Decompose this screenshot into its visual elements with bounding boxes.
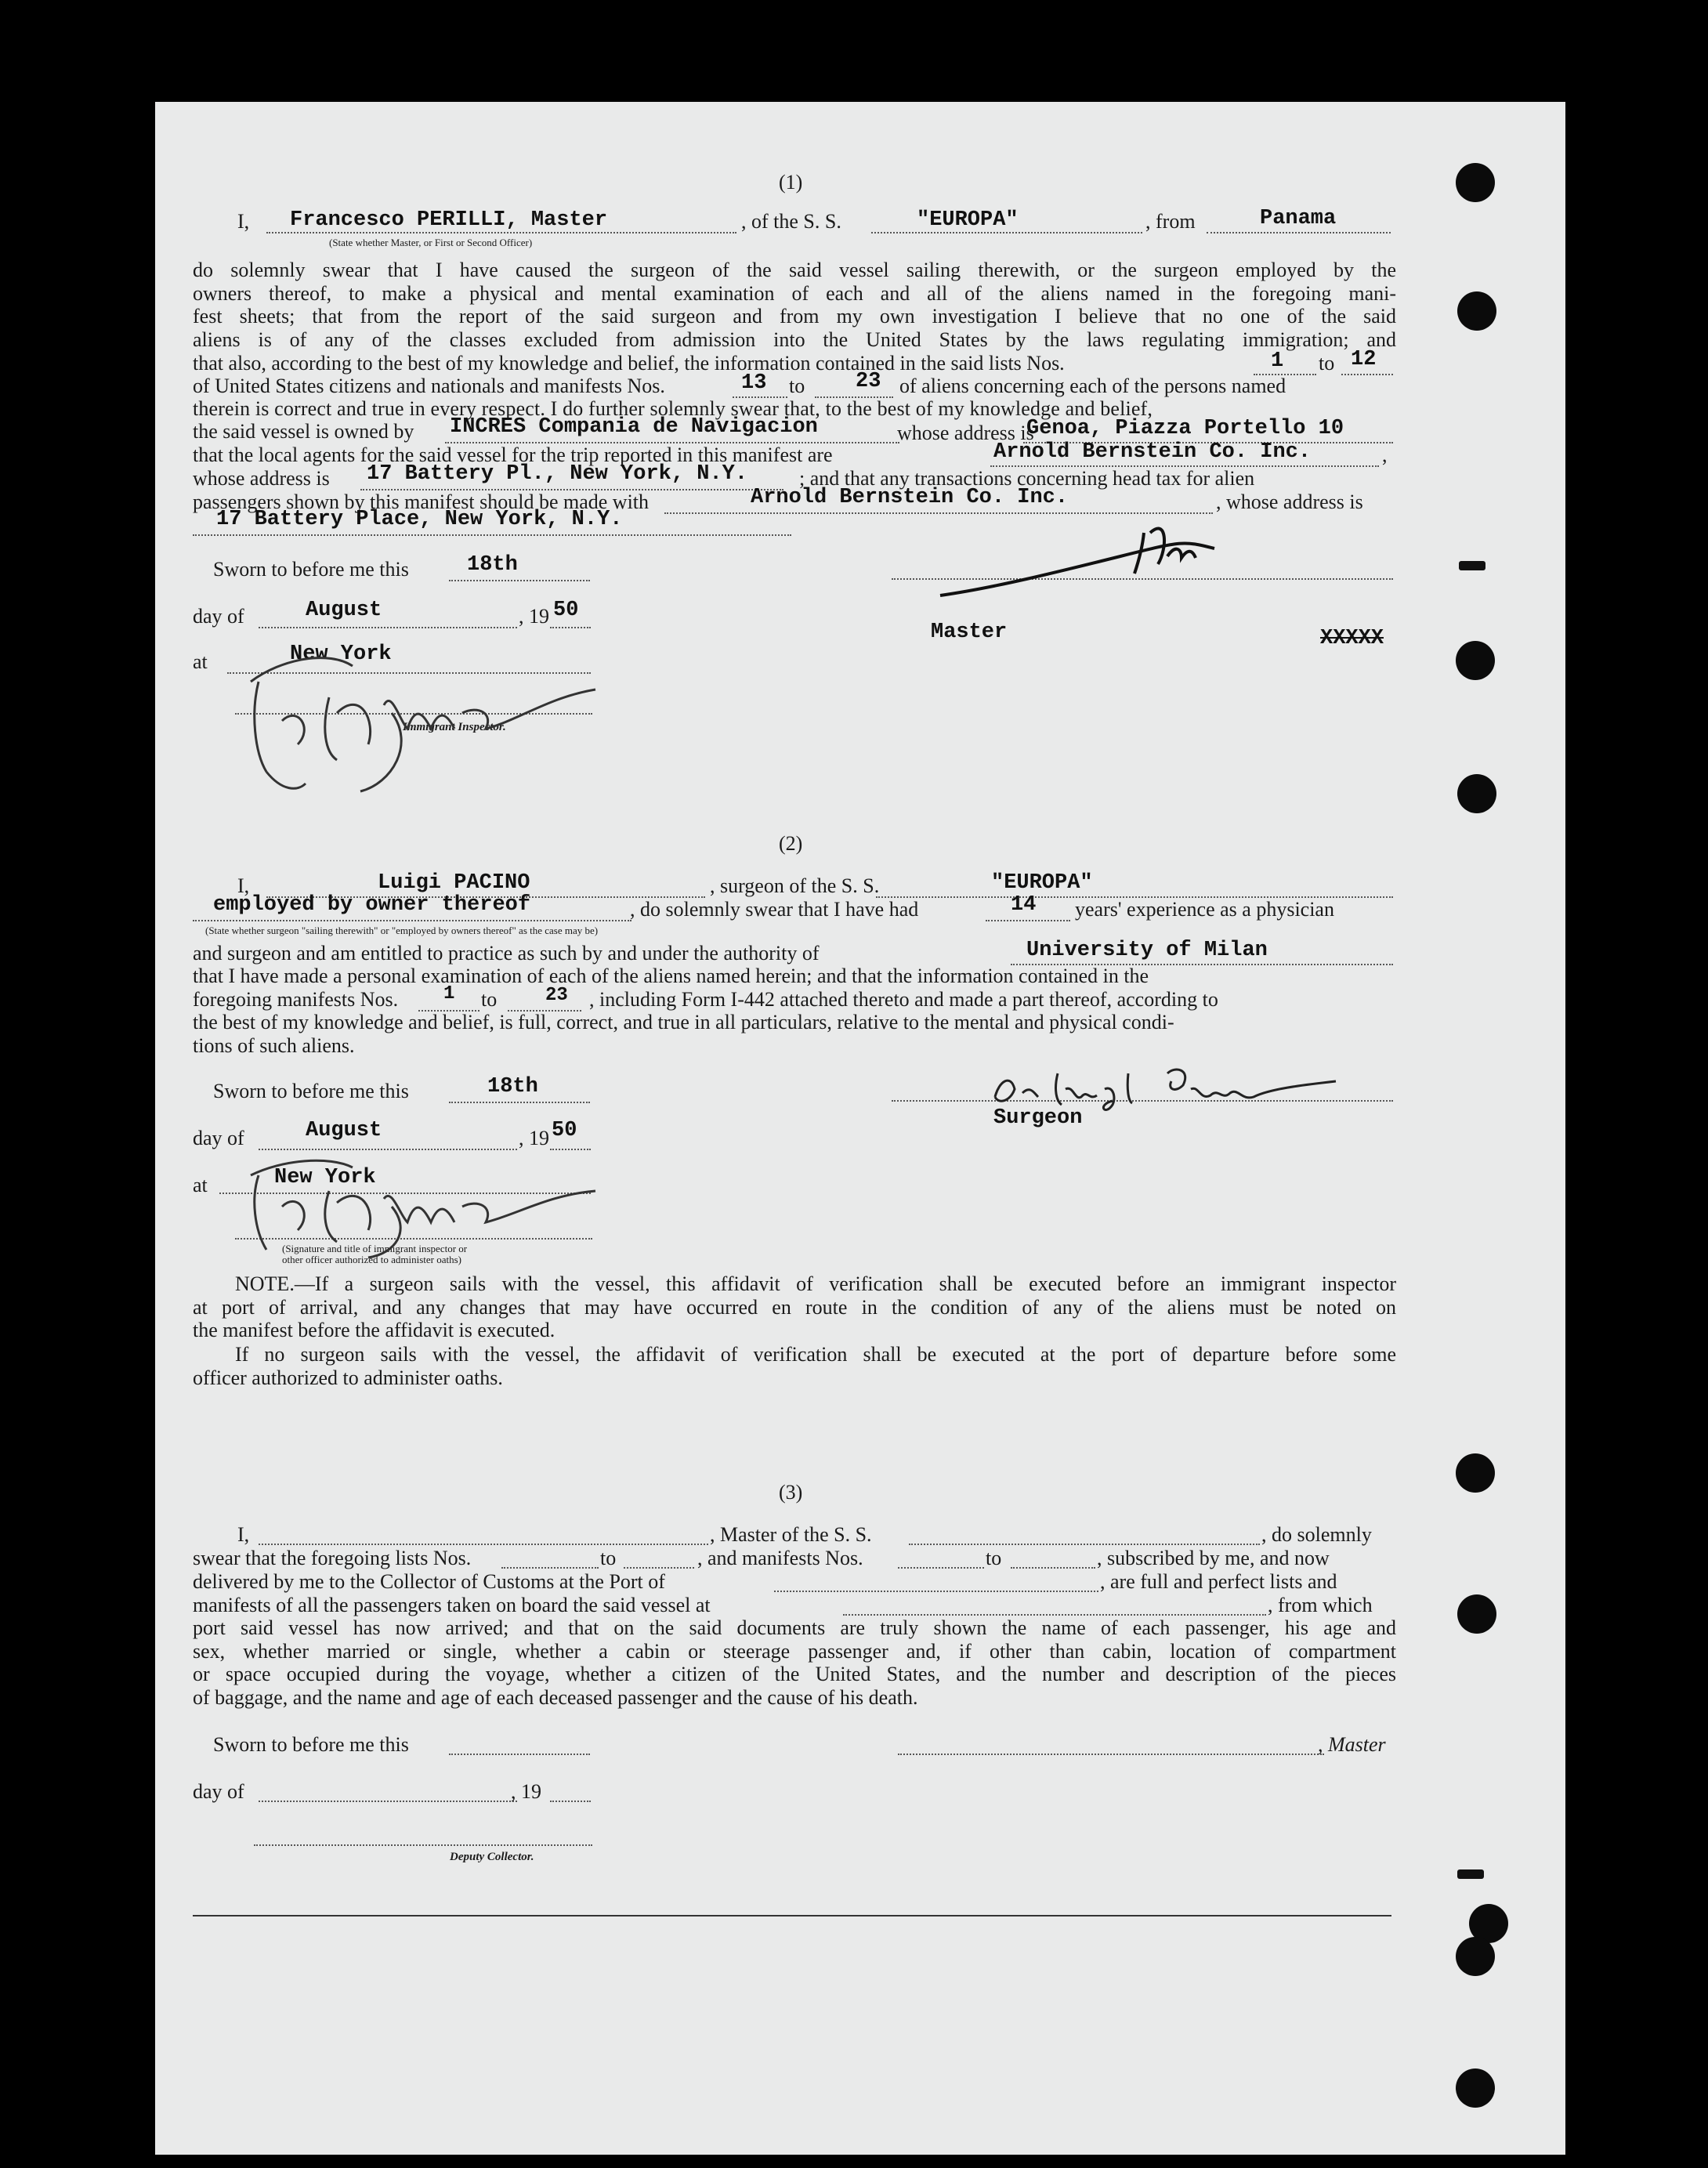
employment-line <box>193 920 631 921</box>
headtax-value: Arnold Bernstein Co. Inc. <box>751 486 1069 509</box>
s3-l2c: , and manifests Nos. <box>697 1547 863 1569</box>
s3-l4b: , from which <box>1268 1594 1373 1616</box>
master-title: Master <box>931 621 1008 644</box>
s3-lists-to-line <box>624 1567 694 1569</box>
year-prefix-1: , 19 <box>519 605 549 628</box>
section-3-line: sex, whether married or single, whether a cabin or steerage passenger and, if other than cabin, location of compartment <box>193 1639 1396 1663</box>
year-value-1: 50 <box>553 599 579 622</box>
bottom-rule <box>193 1915 1391 1916</box>
s2-manifests-from-value: 1 <box>443 983 455 1004</box>
section-1-line: do solemnly swear that I have caused the surgeon of the said vessel sailing therewith, or the surgeon employed by the <box>193 259 1396 281</box>
section-1-line8a: the said vessel is owned by <box>193 420 414 443</box>
from-label: , from <box>1145 210 1196 233</box>
lists-from-value: 1 <box>1271 349 1284 373</box>
month-line-2 <box>259 1149 517 1150</box>
s3-boarding-line <box>843 1614 1266 1616</box>
s3-lists-from-line <box>501 1567 599 1569</box>
section-3-paragraph <box>193 1616 1396 1709</box>
section-1-line9: that the local agents for the said vessel for the trip reported in this manifest are <box>193 443 833 466</box>
section-2-number: (2) <box>779 832 803 855</box>
section-1-i: I, <box>237 210 250 233</box>
place-value-1: New York <box>290 642 392 666</box>
s3-vessel-line <box>909 1544 1260 1545</box>
section-3-line: or space occupied during the voyage, whether a citizen of the United States, and the number and description of the pieces <box>193 1663 1396 1685</box>
punch-hole <box>1456 1453 1495 1493</box>
month-line-1 <box>259 627 517 628</box>
section-3-line: port said vessel has now arrived; and that on the said documents are truly shown the name of each passenger, his age and <box>193 1616 1396 1639</box>
section-1-line: fest sheets; that from the report of the said surgeon and from my own investigation I believe that no one of the said <box>193 305 1396 328</box>
section-2-i: I, <box>237 874 250 897</box>
at-label-2: at <box>193 1174 208 1196</box>
note-line: NOTE.—If a surgeon sails with the vessel, this affidavit of verification shall be executed before an immigrant inspector <box>235 1272 1396 1295</box>
place-value-2: New York <box>274 1166 376 1189</box>
section-2-state-note: (State whether surgeon "sailing therewith" or "employed by owners thereof" as the case may be) <box>205 925 599 936</box>
section-1-state-note: (State whether Master, or First or Second Officer) <box>329 237 533 248</box>
section-1-line10b: ; and that any transactions concerning head tax for alien <box>799 467 1255 490</box>
authority-value: University of Milan <box>1026 939 1268 962</box>
section-1-line6b: of aliens concerning each of the persons named <box>899 375 1286 397</box>
years-value: 14 <box>1011 893 1037 917</box>
s2-to-label: to <box>481 988 498 1011</box>
agents-value: Arnold Bernstein Co. Inc. <box>993 440 1312 464</box>
year-value-2: 50 <box>552 1119 577 1142</box>
master-signature <box>932 501 1261 611</box>
s3-month-line <box>259 1801 517 1802</box>
at-label-1: at <box>193 650 208 673</box>
vessel-value-1: "EUROPA" <box>917 208 1019 232</box>
vessel-value-2: "EUROPA" <box>991 871 1093 895</box>
section-1-paragraph <box>193 259 1396 351</box>
vessel-line-1 <box>871 232 1142 233</box>
from-port-line <box>1207 232 1391 233</box>
section-2-line7: tions of such aliens. <box>193 1034 355 1057</box>
owner-value: INCRES Compania de Navigacion <box>450 415 818 439</box>
sworn-day-line-1 <box>449 580 590 581</box>
sworn-day-value-1: 18th <box>467 553 518 577</box>
surgeon-signature <box>987 1058 1348 1120</box>
sig-caption-line-1: (Signature and title of immigrant inspector or <box>282 1243 468 1254</box>
employment-value: employed by owner thereof <box>213 893 531 917</box>
punch-hole <box>1457 1594 1496 1634</box>
month-value-1: August <box>306 599 382 622</box>
surgeon-name-value: Luigi PACINO <box>378 871 530 895</box>
sig-caption-line-2: other officer authorized to administer oaths) <box>282 1254 461 1265</box>
manifests-from-value: 13 <box>741 371 767 395</box>
section-1-number: (1) <box>779 171 803 194</box>
s3-year-line <box>550 1801 591 1802</box>
section-1-line10a: whose address is <box>193 467 330 490</box>
master-name-line <box>266 232 736 233</box>
punch-hole <box>1457 774 1496 813</box>
s3-l2b: to <box>600 1547 617 1569</box>
lists-to-value: 12 <box>1351 348 1377 371</box>
note-line: the manifest before the affidavit is executed. <box>193 1319 555 1341</box>
s3-l3a: delivered by me to the Collector of Customs at the Port of <box>193 1570 665 1593</box>
punch-hole <box>1456 163 1495 202</box>
s3-l2a: swear that the foregoing lists Nos. <box>193 1547 472 1569</box>
section-1-line5: that also, according to the best of my knowledge and belief, the information contained in the said lists Nos. <box>193 352 1065 375</box>
agents-address-value: 17 Battery Pl., New York, N.Y. <box>367 462 748 486</box>
s3-manifests-from-line <box>898 1567 984 1569</box>
owner-address-value: Genoa, Piazza Portello 10 <box>1026 417 1344 440</box>
s3-l4a: manifests of all the passengers taken on board the said vessel at <box>193 1594 711 1616</box>
inspector-signature-2 <box>235 1160 611 1261</box>
s3-sworn-line <box>449 1754 590 1755</box>
s3-port-line <box>774 1591 1098 1592</box>
s3-l3b: , are full and perfect lists and <box>1100 1570 1337 1593</box>
section-2-line6: the best of my knowledge and belief, is full, correct, and true in all particulars, relative to the mental and physical condi- <box>193 1011 1174 1033</box>
inspector-signature-1 <box>235 635 611 799</box>
headtax-address-value: 17 Battery Place, New York, N.Y. <box>216 508 623 531</box>
section-1-line: owners thereof, to make a physical and mental examination of each and all of the aliens named in the foregoing mani- <box>193 281 1396 305</box>
punch-mark <box>1459 561 1485 570</box>
punch-hole <box>1456 2068 1495 2108</box>
punch-hole <box>1457 291 1496 331</box>
agents-comma: , <box>1382 443 1388 466</box>
s3-l2d: to <box>986 1547 1002 1569</box>
inspector-caption-1: Immigrant Inspector. <box>403 721 506 733</box>
section-2-line3: and surgeon and am entitled to practice as such by and under the authority of <box>193 942 820 965</box>
punch-hole <box>1456 1937 1495 1976</box>
s3-l2e: , subscribed by me, and now <box>1097 1547 1330 1569</box>
s3-sworn-label: Sworn to before me this <box>213 1733 409 1756</box>
section-1-line: aliens is of any of the classes excluded from admission into the United States by the laws regulating immigration; and <box>193 328 1396 351</box>
lists-to-line <box>1341 374 1393 375</box>
sworn-label-1: Sworn to before me this <box>213 558 409 581</box>
punch-hole <box>1456 641 1495 680</box>
from-port-value: Panama <box>1260 207 1337 230</box>
section-3-line: of baggage, and the name and age of each deceased passenger and the cause of his death. <box>193 1685 918 1709</box>
manifests-to-value: 23 <box>856 370 881 393</box>
s3-l1b: , Master of the S. S. <box>710 1523 872 1546</box>
s3-master-sig-line <box>898 1754 1324 1755</box>
years-line <box>986 920 1070 921</box>
section-1-line8b: whose address is <box>897 422 1034 444</box>
master-name-value: Francesco PERILLI, Master <box>290 208 608 232</box>
whose-address-label: , whose address is <box>1216 490 1363 513</box>
day-of-label-1: day of <box>193 605 244 628</box>
punch-mark <box>1457 1869 1484 1879</box>
note-line: If no surgeon sails with the vessel, the affidavit of verification shall be executed at the port of departure before some <box>235 1343 1396 1366</box>
section-2-line4: that I have made a personal examination of each of the aliens named herein; and that the information contained in the <box>193 965 1149 987</box>
s3-year-prefix: , 19 <box>511 1780 541 1803</box>
headtax-address-line <box>193 534 791 536</box>
s3-deputy-line <box>254 1844 592 1846</box>
note-paragraph <box>193 1272 1396 1342</box>
s3-l1c: , do solemnly <box>1261 1523 1372 1546</box>
s3-manifests-to-line <box>1011 1567 1095 1569</box>
sworn-label-2: Sworn to before me this <box>213 1080 409 1102</box>
s3-master-label: , Master <box>1318 1733 1386 1756</box>
lists-to-label: to <box>1319 352 1335 375</box>
section-1-line11: passengers shown by this manifest should be made with <box>193 490 650 513</box>
manifests-to-label: to <box>789 375 805 397</box>
s3-master-line <box>259 1544 708 1545</box>
s3-l1a: I, <box>237 1523 250 1546</box>
years-exp-label: years' experience as a physician <box>1075 898 1334 921</box>
sworn-day-line-2 <box>449 1102 590 1103</box>
section-2-line5a: foregoing manifests Nos. <box>193 988 399 1011</box>
s3-deputy-caption: Deputy Collector. <box>450 1851 534 1863</box>
section-3-number: (3) <box>779 1481 803 1504</box>
s2-manifests-to-value: 23 <box>545 985 568 1006</box>
day-of-label-2: day of <box>193 1127 244 1149</box>
year-line-2 <box>550 1149 591 1150</box>
surgeon-of-label: , surgeon of the S. S. <box>710 874 880 897</box>
swear-label: , do solemnly swear that I have had <box>630 898 919 921</box>
note2-paragraph <box>193 1343 1396 1389</box>
month-value-2: August <box>306 1119 382 1142</box>
note-line: at port of arrival, and any changes that may have occurred en route in the condition of any of the aliens must be noted on <box>193 1295 1396 1319</box>
section-2-line5b: , including Form I-442 attached thereto and made a part thereof, according to <box>589 988 1218 1011</box>
year-line-1 <box>550 627 591 628</box>
surgeon-title: Surgeon <box>993 1106 1083 1130</box>
section-1-line7: therein is correct and true in every respect. I do further solemnly swear that, to the best of my knowledge and belief, <box>193 397 1153 420</box>
section-1-line6a: of United States citizens and nationals and manifests Nos. <box>193 375 665 397</box>
sworn-day-value-2: 18th <box>487 1075 538 1098</box>
note-line: officer authorized to administer oaths. <box>193 1366 503 1389</box>
year-prefix-2: , 19 <box>519 1127 549 1149</box>
s3-day-of-label: day of <box>193 1780 244 1803</box>
section-1-of-ss: , of the S. S. <box>741 210 841 233</box>
struck-title: XXXXX <box>1320 627 1384 650</box>
